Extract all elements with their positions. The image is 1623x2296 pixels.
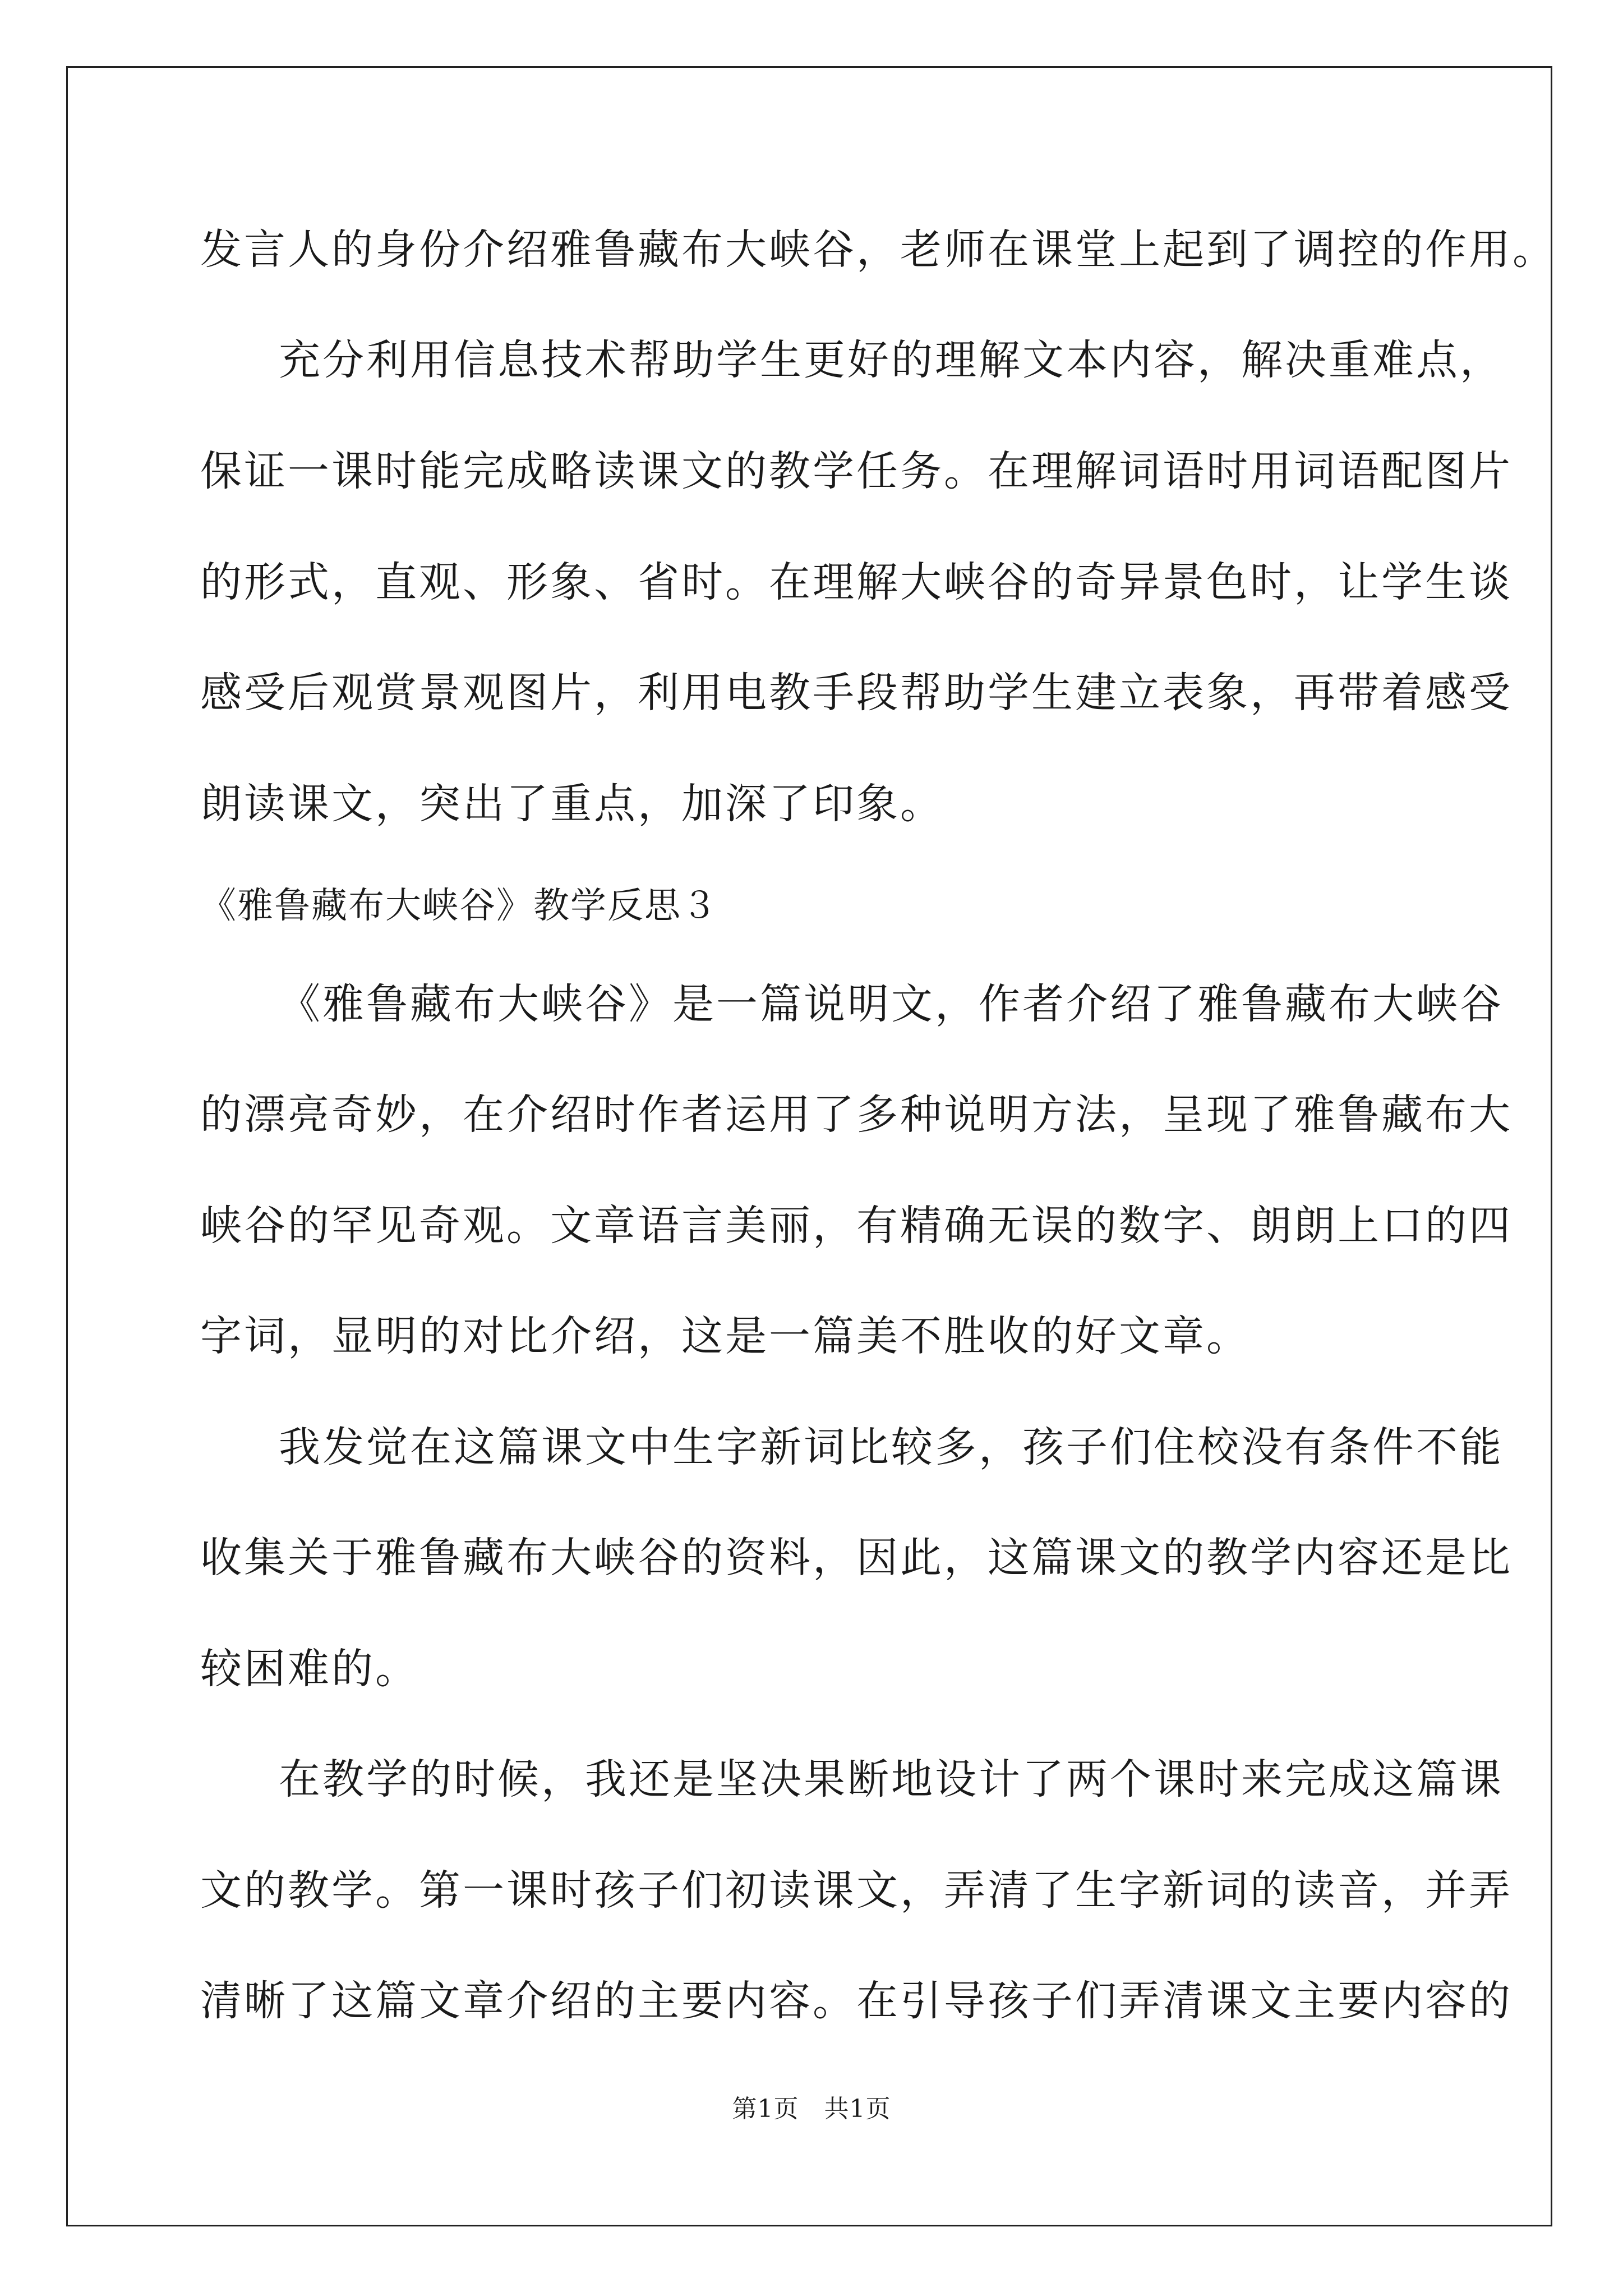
body-text-line: 文的教学。第一课时孩子们初读课文，弄清了生字新词的读音，并弄 — [200, 1866, 1513, 1915]
body-text-line: 清晰了这篇文章介绍的主要内容。在引导孩子们弄清课文主要内容的 — [200, 1977, 1513, 2025]
body-text-line: 字词，显明的对比介绍，这是一篇美不胜收的好文章。 — [200, 1312, 1250, 1360]
body-text-line: 的漂亮奇妙，在介绍时作者运用了多种说明方法，呈现了雅鲁藏布大 — [200, 1091, 1513, 1139]
body-text-line: 收集关于雅鲁藏布大峡谷的资料，因此，这篇课文的教学内容还是比 — [200, 1534, 1513, 1582]
body-text-line: 的形式，直观、形象、省时。在理解大峡谷的奇异景色时，让学生谈 — [200, 558, 1513, 606]
page-number-footer: 第1页 共1页 — [732, 2095, 891, 2123]
body-text-line: 较困难的。 — [200, 1645, 419, 1693]
body-text-line: 保证一课时能完成略读课文的教学任务。在理解词语时用词语配图片 — [200, 447, 1513, 495]
body-text-line: 充分利用信息技术帮助学生更好的理解文本内容，解决重难点， — [279, 336, 1504, 384]
body-text-line: 峡谷的罕见奇观。文章语言美丽，有精确无误的数字、朗朗上口的四 — [200, 1202, 1513, 1250]
body-text-line: 我发觉在这篇课文中生字新词比较多，孩子们住校没有条件不能 — [279, 1423, 1504, 1471]
body-text-line: 感受后观赏景观图片，利用电教手段帮助学生建立表象，再带着感受 — [200, 669, 1513, 717]
body-text-line: 发言人的身份介绍雅鲁藏布大峡谷，老师在课堂上起到了调控的作用。 — [200, 226, 1556, 274]
body-text-line: 在教学的时候，我还是坚决果断地设计了两个课时来完成这篇课 — [279, 1755, 1504, 1803]
body-text-line: 朗读课文，突出了重点，加深了印象。 — [200, 780, 944, 828]
body-text-line: 《雅鲁藏布大峡谷》是一篇说明文，作者介绍了雅鲁藏布大峡谷 — [279, 980, 1504, 1028]
section-heading: 《雅鲁藏布大峡谷》教学反思３ — [200, 885, 718, 927]
